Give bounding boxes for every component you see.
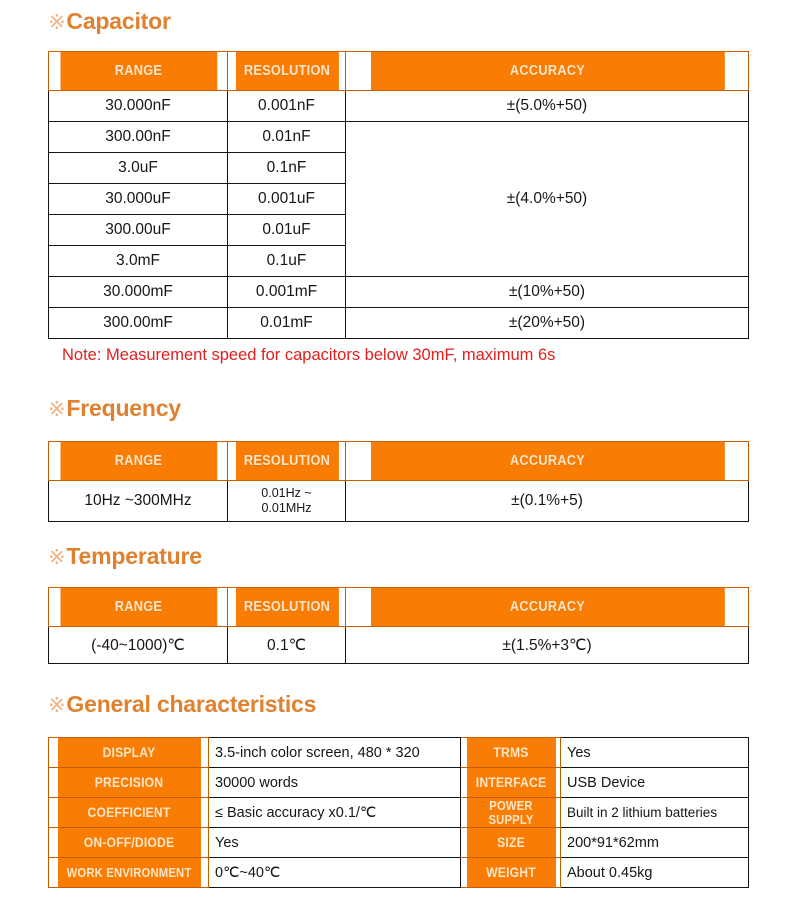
column-header-accuracy: ACCURACY	[370, 52, 725, 91]
row-label-power-supply: POWER SUPPLY	[466, 798, 556, 828]
cell-resolution: 0.001uF	[228, 184, 346, 215]
row-value-power-supply: Built in 2 lithium batteries	[561, 798, 749, 828]
reference-mark-icon: ※	[48, 694, 66, 717]
row-label-on-off-diode: ON-OFF/DIODE	[57, 828, 201, 858]
cell-accuracy: ±(4.0%+50)	[346, 122, 749, 277]
row-value-size: 200*91*62mm	[561, 828, 749, 858]
table-header-row	[49, 588, 749, 627]
cell-accuracy: ±(0.1%+5)	[346, 481, 749, 522]
reference-mark-icon: ※	[48, 398, 66, 421]
cell-range: 300.00nF	[49, 122, 228, 153]
row-value-on-off-diode: Yes	[209, 828, 461, 858]
row-label-size: SIZE	[466, 828, 556, 858]
frequency-heading-text: Frequency	[66, 395, 181, 421]
cell-accuracy: ±(20%+50)	[346, 308, 749, 339]
cell-range: 30.000nF	[49, 91, 228, 122]
cell-range: 10Hz ~300MHz	[49, 481, 228, 522]
table-row	[49, 277, 749, 308]
cell-range: 300.00mF	[49, 308, 228, 339]
temperature-section-heading	[48, 545, 202, 568]
temperature-heading-text: Temperature	[66, 543, 202, 569]
column-header-resolution: RESOLUTION	[235, 52, 339, 91]
reference-mark-icon: ※	[48, 546, 66, 569]
row-label-trms: TRMS	[466, 738, 556, 768]
table-header-row	[49, 442, 749, 481]
table-row	[49, 858, 749, 888]
row-label-work-environment: WORK ENVIRONMENT	[57, 858, 201, 888]
row-value-coefficient: ≤ Basic accuracy x0.1/℃	[209, 798, 461, 828]
cell-resolution: 0.01uF	[228, 215, 346, 246]
cell-resolution: 0.1uF	[228, 246, 346, 277]
cell-resolution: 0.001nF	[228, 91, 346, 122]
table-row	[49, 768, 749, 798]
table-row	[49, 91, 749, 122]
capacitor-table	[48, 51, 749, 339]
table-row	[49, 828, 749, 858]
column-header-accuracy: ACCURACY	[370, 442, 725, 481]
frequency-table-wrap	[48, 441, 749, 522]
cell-resolution: 0.01nF	[228, 122, 346, 153]
row-value-display: 3.5-inch color screen, 480 * 320	[209, 738, 461, 768]
column-header-accuracy: ACCURACY	[370, 588, 725, 627]
row-label-display: DISPLAY	[57, 738, 201, 768]
row-value-weight: About 0.45kg	[561, 858, 749, 888]
general-characteristics-table-wrap	[48, 737, 749, 888]
table-row	[49, 308, 749, 339]
table-row	[49, 481, 749, 522]
temperature-table-wrap	[48, 587, 749, 664]
general-characteristics-table	[48, 737, 749, 888]
cell-range: 300.00uF	[49, 215, 228, 246]
cell-range: 30.000uF	[49, 184, 228, 215]
cell-resolution	[228, 481, 346, 522]
table-row	[49, 798, 749, 828]
column-header-range: RANGE	[59, 588, 217, 627]
row-value-precision: 30000 words	[209, 768, 461, 798]
cell-resolution-line1: 0.01Hz ~	[261, 485, 312, 500]
column-header-range: RANGE	[59, 52, 217, 91]
cell-resolution-line2: 0.01MHz	[261, 501, 312, 515]
table-row	[49, 738, 749, 768]
row-label-coefficient: COEFFICIENT	[57, 798, 201, 828]
general-heading-text: General characteristics	[66, 691, 317, 717]
capacitor-note: Note: Measurement speed for capacitors below 30mF, maximum 6s	[62, 346, 556, 364]
column-header-range: RANGE	[59, 442, 217, 481]
cell-accuracy: ±(5.0%+50)	[346, 91, 749, 122]
cell-resolution: 0.001mF	[228, 277, 346, 308]
row-value-trms: Yes	[561, 738, 749, 768]
column-header-resolution: RESOLUTION	[235, 442, 339, 481]
cell-resolution: 0.01mF	[228, 308, 346, 339]
capacitor-heading-text: Capacitor	[66, 8, 171, 34]
cell-range: (-40~1000)℃	[49, 627, 228, 664]
cell-accuracy: ±(10%+50)	[346, 277, 749, 308]
cell-range: 3.0mF	[49, 246, 228, 277]
row-label-precision: PRECISION	[57, 768, 201, 798]
reference-mark-icon: ※	[48, 11, 66, 34]
cell-range: 30.000mF	[49, 277, 228, 308]
row-value-interface: USB Device	[561, 768, 749, 798]
frequency-table	[48, 441, 749, 522]
frequency-section-heading	[48, 397, 181, 420]
table-header-row	[49, 52, 749, 91]
capacitor-section-heading	[48, 10, 171, 33]
table-row	[49, 122, 749, 153]
capacitor-table-wrap	[48, 51, 749, 339]
temperature-table	[48, 587, 749, 664]
cell-resolution: 0.1nF	[228, 153, 346, 184]
row-value-work-environment: 0℃~40℃	[209, 858, 461, 888]
table-row	[49, 627, 749, 664]
cell-accuracy: ±(1.5%+3℃)	[346, 627, 749, 664]
cell-resolution: 0.1℃	[228, 627, 346, 664]
cell-range: 3.0uF	[49, 153, 228, 184]
row-label-weight: WEIGHT	[466, 858, 556, 888]
general-section-heading	[48, 693, 316, 716]
row-label-interface: INTERFACE	[466, 768, 556, 798]
column-header-resolution: RESOLUTION	[235, 588, 339, 627]
